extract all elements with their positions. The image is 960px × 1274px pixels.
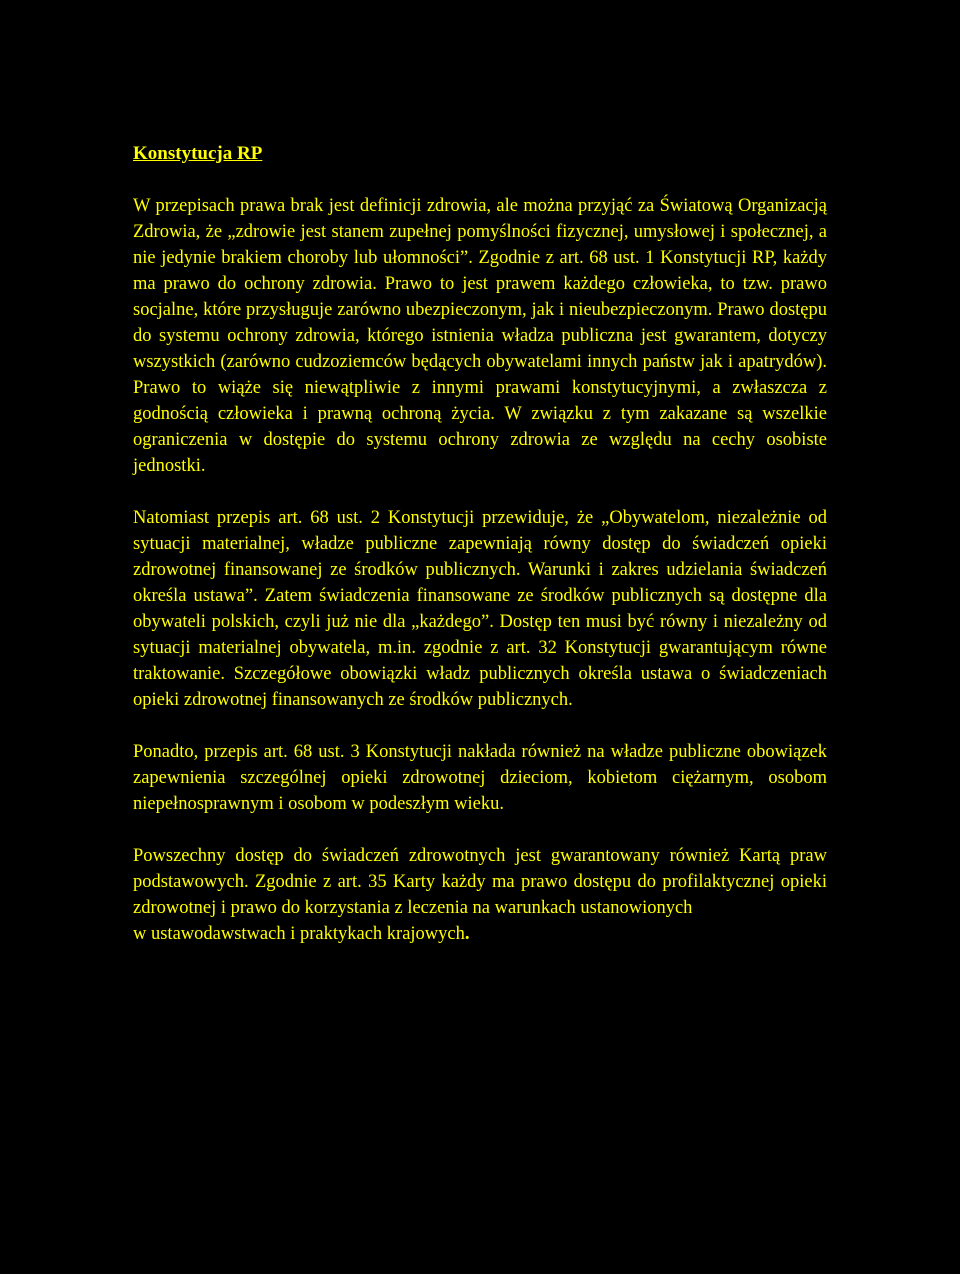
paragraph-charter-body: Powszechny dostęp do świadczeń zdrowotnych jest gwarantowany również Kartą praw podstawowych. Zgodnie z art. 35 Karty każdy ma prawo dostępu do profilaktycznej opieki zdrowotnej i prawo do korzystania z leczenia na warunkach ustanowionych <box>133 846 827 918</box>
document-page <box>133 141 827 947</box>
paragraph-definition: W przepisach prawa brak jest definicji zdrowia, ale można przyjąć za Światową Organizacją Zdrowia, że „zdrowie jest stanem zupełnej pomyślności fizycznej, umysłowej i społecznej, a nie jedynie brakiem choroby lub ułomności”. Zgodnie z art. 68 ust. 1 Konstytucji RP, każdy ma prawo do ochrony zdrowia. Prawo to jest prawem każdego człowieka, to tzw. prawo socjalne, które przysługuje zarówno ubezpieczonym, jak i nieubezpieczonym. Prawo dostępu do systemu ochrony zdrowia, którego istnienia władza publiczna jest gwarantem, dotyczy wszystkich (zarówno cudzoziemców będących obywatelami innych państw jak i apatrydów). Prawo to wiąże się niewątpliwie z innymi prawami konstytucyjnymi, a zwłaszcza z godnością człowieka i prawną ochroną życia. W związku z tym zakazane są wszelkie ograniczenia w dostępie do systemu ochrony zdrowia ze względu na cechy osobiste jednostki. <box>133 196 827 476</box>
paragraph-charter-final-text: w ustawodawstwach i praktykach krajowych <box>133 924 465 944</box>
document-heading: Konstytucja RP <box>133 143 263 164</box>
paragraph-art-68-ust-3: Ponadto, przepis art. 68 ust. 3 Konstytucji nakłada również na władze publiczne obowiązek zapewnienia szczególnej opieki zdrowotnej dzieciom, kobietom ciężarnym, osobom niepełnosprawnym i osobom w podeszłym wieku. <box>133 742 827 814</box>
paragraph-art-68-ust-2: Natomiast przepis art. 68 ust. 2 Konstytucji przewiduje, że „Obywatelom, niezależnie od sytuacji materialnej, władze publiczne zapewniają równy dostęp do świadczeń opieki zdrowotnej finansowanej ze środków publicznych. Warunki i zakres udzielania świadczeń określa ustawa”. Zatem świadczenia finansowane ze środków publicznych są dostępne dla obywateli polskich, czyli już nie dla „każdego”. Dostęp ten musi być równy i niezależny od sytuacji materialnej obywatela, m.in. zgodnie z art. 32 Konstytucji gwarantującym równe traktowanie. Szczegółowe obowiązki władz publicznych określa ustawa o świadczeniach opieki zdrowotnej finansowanych ze środków publicznych. <box>133 508 827 710</box>
paragraph-charter-final-line <box>133 921 827 947</box>
final-period: . <box>464 924 470 944</box>
paragraph-charter <box>133 843 827 947</box>
